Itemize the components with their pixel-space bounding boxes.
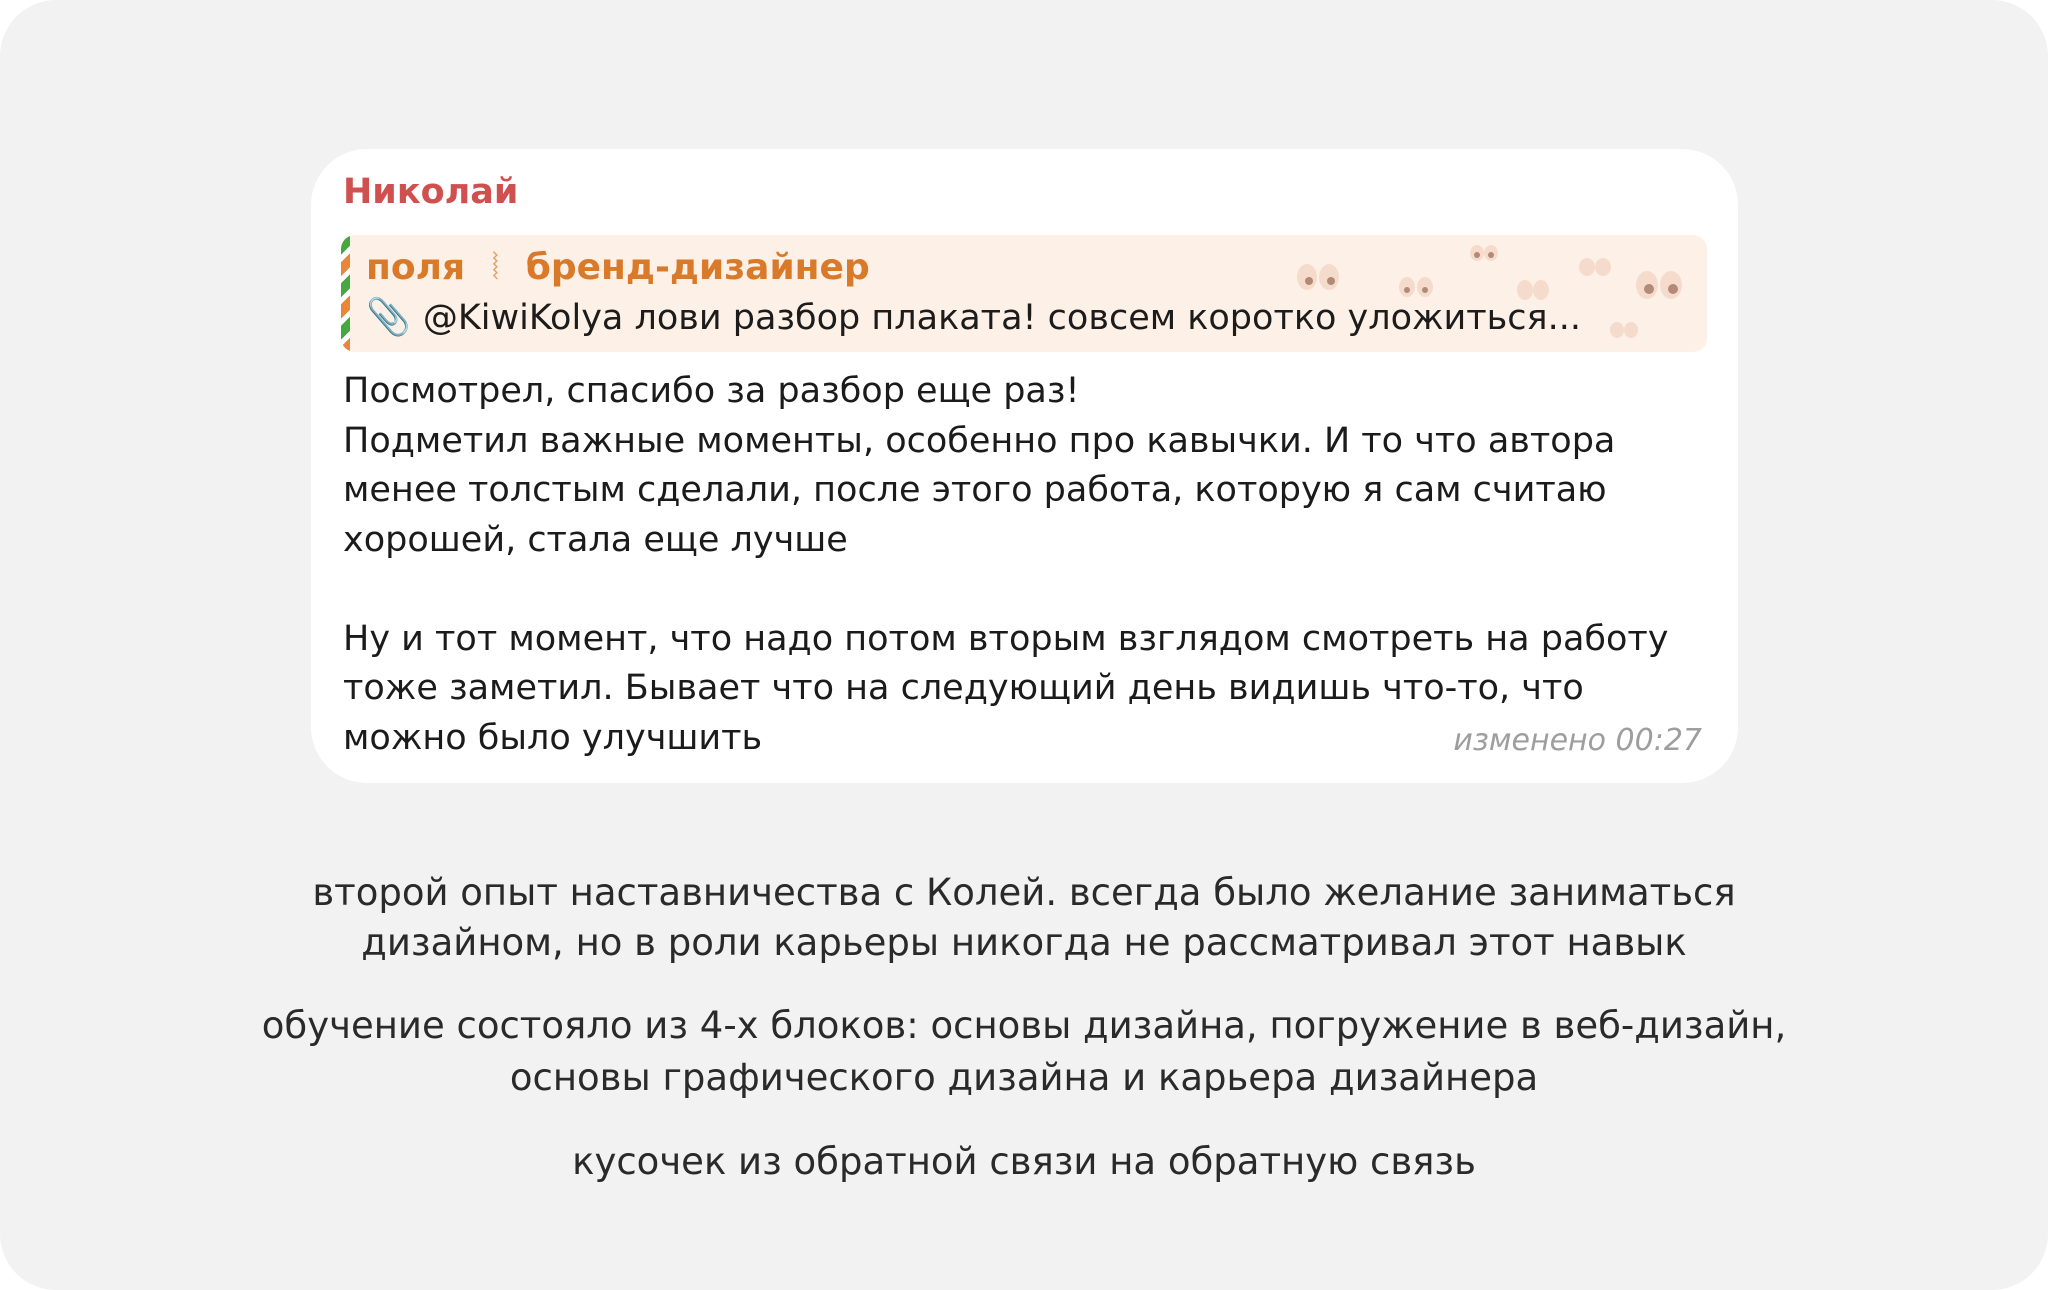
caption-line-3: обучение состояло из 4-х блоков: основы дизайна, погружение в веб-дизайн, [261, 1004, 1787, 1047]
caption-line-1: второй опыт наставничества с Колей. всегда было желание заниматься [312, 871, 1736, 914]
message-edited-timestamp: изменено 00:27 [1453, 723, 1702, 758]
reply-stripe [341, 235, 350, 352]
caption-line-5: кусочек из обратной связи на обратную связь [572, 1140, 1476, 1183]
message-text: Посмотрел, спасибо за разбор еще раз! Подметил важные моменты, особенно про кавычки. И то что автора менее толстым сделали, после этого работа, которую я сам считаю хорошей, стала еще лучше Ну и тот момент, что надо потом вторым взглядом смотреть на работу тоже заметил. Бывает что на следующий день видишь что-то, что можно было улучшить [343, 371, 1669, 758]
reply-author-role: бренд-дизайнер [525, 247, 870, 288]
sender-name[interactable]: Николай [343, 172, 519, 212]
reply-text: @KiwiKolya лови разбор плаката! совсем коротко уложиться... [422, 298, 1581, 338]
caption-line-2: дизайном, но в роли карьеры никогда не рассматривал этот навык [361, 921, 1687, 964]
reply-text-line [366, 293, 1686, 343]
paperclip-icon: 📎 [366, 297, 411, 338]
chat-message-bubble[interactable] [311, 149, 1738, 783]
reply-quote[interactable] [341, 235, 1707, 352]
caption-line-4: основы графического дизайна и карьера дизайнера [509, 1056, 1539, 1099]
reply-author-line [366, 243, 870, 293]
reply-author-name: поля [366, 247, 466, 288]
reply-separator: ⦚ [491, 247, 500, 288]
